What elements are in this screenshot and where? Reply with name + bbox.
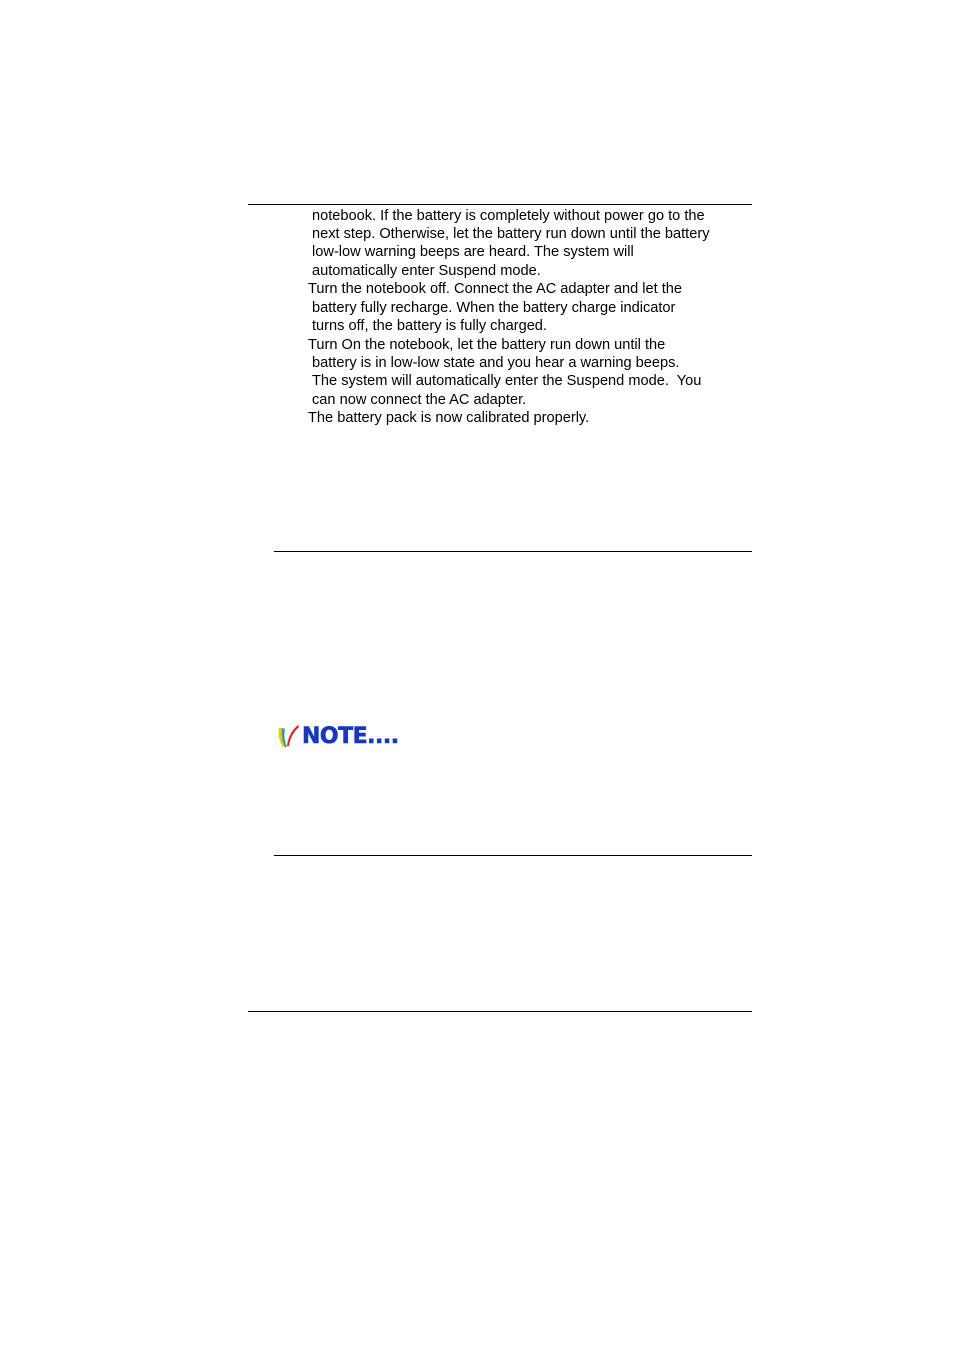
step-text-line: automatically enter Suspend mode. xyxy=(312,263,541,279)
step-text-line: turns off, the battery is fully charged. xyxy=(312,318,547,334)
note-pen-icon xyxy=(276,722,300,748)
step-text-line: Turn On the notebook, let the battery run down until the xyxy=(308,337,666,353)
section-rule xyxy=(274,551,752,552)
step-text-line: notebook. If the battery is completely without power go to the xyxy=(312,208,705,224)
header-rule xyxy=(248,204,752,205)
step-text-line: next step. Otherwise, let the battery run down until the battery xyxy=(312,226,710,242)
section-rule xyxy=(274,855,752,856)
footer-rule xyxy=(248,1011,752,1012)
step-text-line: low-low warning beeps are heard. The system will xyxy=(312,244,634,260)
step-text-line: The battery pack is now calibrated properly. xyxy=(308,410,590,426)
note-logo xyxy=(276,722,399,748)
step-text-line: battery fully recharge. When the battery charge indicator xyxy=(312,300,676,316)
step-text-line: The system will automatically enter the Suspend mode. You xyxy=(312,373,702,389)
note-label: NOTE.... xyxy=(302,724,399,749)
step-text-line: battery is in low-low state and you hear a warning beeps. xyxy=(312,355,680,371)
step-text-line: Turn the notebook off. Connect the AC adapter and let the xyxy=(308,281,683,297)
step-text-line: can now connect the AC adapter. xyxy=(312,392,527,408)
